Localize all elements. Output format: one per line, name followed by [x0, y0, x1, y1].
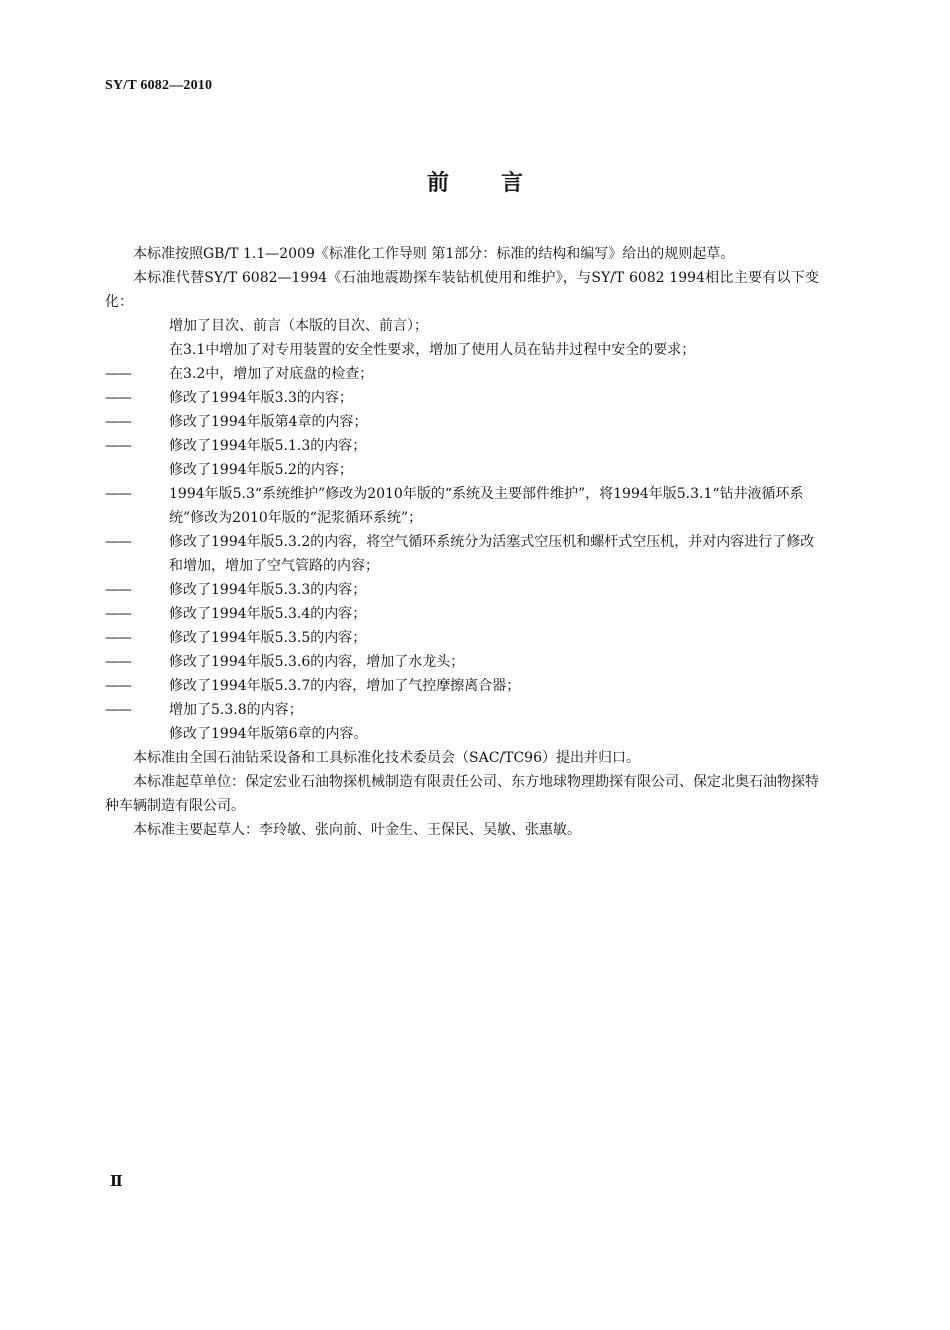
- paragraph-proposer: 本标准由全国石油钻采设备和工具标准化技术委员会（SAC/TC96）提出并归口。: [133, 750, 640, 766]
- list-item: [105, 386, 819, 410]
- list-item-text: 修改了1994年版3.3的内容；: [169, 390, 353, 406]
- list-item: [105, 362, 819, 386]
- list-item-text: 修改了1994年版5.1.3的内容；: [169, 438, 367, 454]
- list-item-text: 修改了1994年版5.3.5的内容；: [169, 630, 367, 646]
- list-item: [105, 434, 819, 458]
- paragraph-replacement: 本标准代替SY/T 6082—1994《石油地震勘探车装钻机使用和维护》，与SY/T 6082 1994相比主要有以下变化：: [105, 270, 819, 310]
- dash-marker: ——: [105, 678, 131, 694]
- list-item: [105, 578, 819, 602]
- list-item-text: 修改了1994年版5.3.3的内容；: [169, 582, 367, 598]
- dash-marker: ——: [105, 582, 131, 598]
- dash-marker: ——: [105, 534, 131, 550]
- dash-marker: ——: [105, 438, 131, 454]
- dash-marker: ——: [105, 390, 131, 406]
- list-item: 增加了目次、前言（本版的目次、前言）；: [169, 318, 428, 334]
- list-item: [105, 410, 819, 434]
- list-item: 修改了1994年版第6章的内容。: [169, 726, 368, 742]
- dash-marker: ——: [105, 654, 131, 670]
- paragraph-drafters: 本标准主要起草人：李玲敏、张向前、叶金生、王保民、吴敏、张惠敏。: [133, 822, 581, 838]
- list-item: [105, 482, 819, 530]
- dash-marker: ——: [105, 606, 131, 622]
- list-item-text: 在3.2中，增加了对底盘的检查；: [169, 366, 374, 382]
- page-title: 前言: [426, 171, 575, 196]
- dash-marker: ——: [105, 630, 131, 646]
- list-item-text: 修改了1994年版5.3.7的内容，增加了气控摩擦离合器；: [169, 678, 521, 694]
- paragraph-drafting-units: 本标准起草单位：保定宏业石油物探机械制造有限责任公司、东方地球物理勘探有限公司、保定北奥石油物探特种车辆制造有限公司。: [105, 774, 819, 814]
- list-item: [105, 602, 819, 626]
- list-item: [105, 530, 819, 578]
- dash-marker: ——: [105, 702, 131, 718]
- dash-marker: ——: [105, 486, 131, 502]
- list-item: [105, 626, 819, 650]
- list-item-text: 修改了1994年版5.3.2的内容，将空气循环系统分为活塞式空压机和螺杆式空压机，并对内容进行了修改和增加，增加了空气管路的内容；: [169, 534, 815, 574]
- foreword-body: [105, 242, 819, 842]
- dash-marker: ——: [105, 414, 131, 430]
- list-item-text: 1994年版5.3“系统维护”修改为2010年版的“系统及主要部件维护”，将1994年版5.3.1“钻井液循环系统”修改为2010年版的“泥浆循环系统”；: [169, 486, 804, 526]
- standard-code-header: SY/T 6082—2010: [105, 78, 213, 93]
- dash-marker: ——: [105, 366, 131, 382]
- list-item-text: 修改了1994年版5.3.4的内容；: [169, 606, 367, 622]
- page-number: Ⅱ: [110, 1174, 123, 1190]
- list-item-text: 增加了5.3.8的内容；: [169, 702, 303, 718]
- list-item-text: 修改了1994年版5.3.6的内容，增加了水龙头；: [169, 654, 465, 670]
- list-item: [105, 698, 819, 722]
- paragraph-drafting-basis: 本标准按照GB/T 1.1—2009《标准化工作导则 第1部分：标准的结构和编写》给出的规则起草。: [133, 246, 735, 262]
- list-item: [105, 674, 819, 698]
- list-item: 修改了1994年版5.2的内容；: [169, 462, 353, 478]
- list-item-text: 修改了1994年版第4章的内容；: [169, 414, 368, 430]
- list-item: [105, 650, 819, 674]
- list-item: 在3.1中增加了对专用装置的安全性要求，增加了使用人员在钻井过程中安全的要求；: [169, 342, 696, 358]
